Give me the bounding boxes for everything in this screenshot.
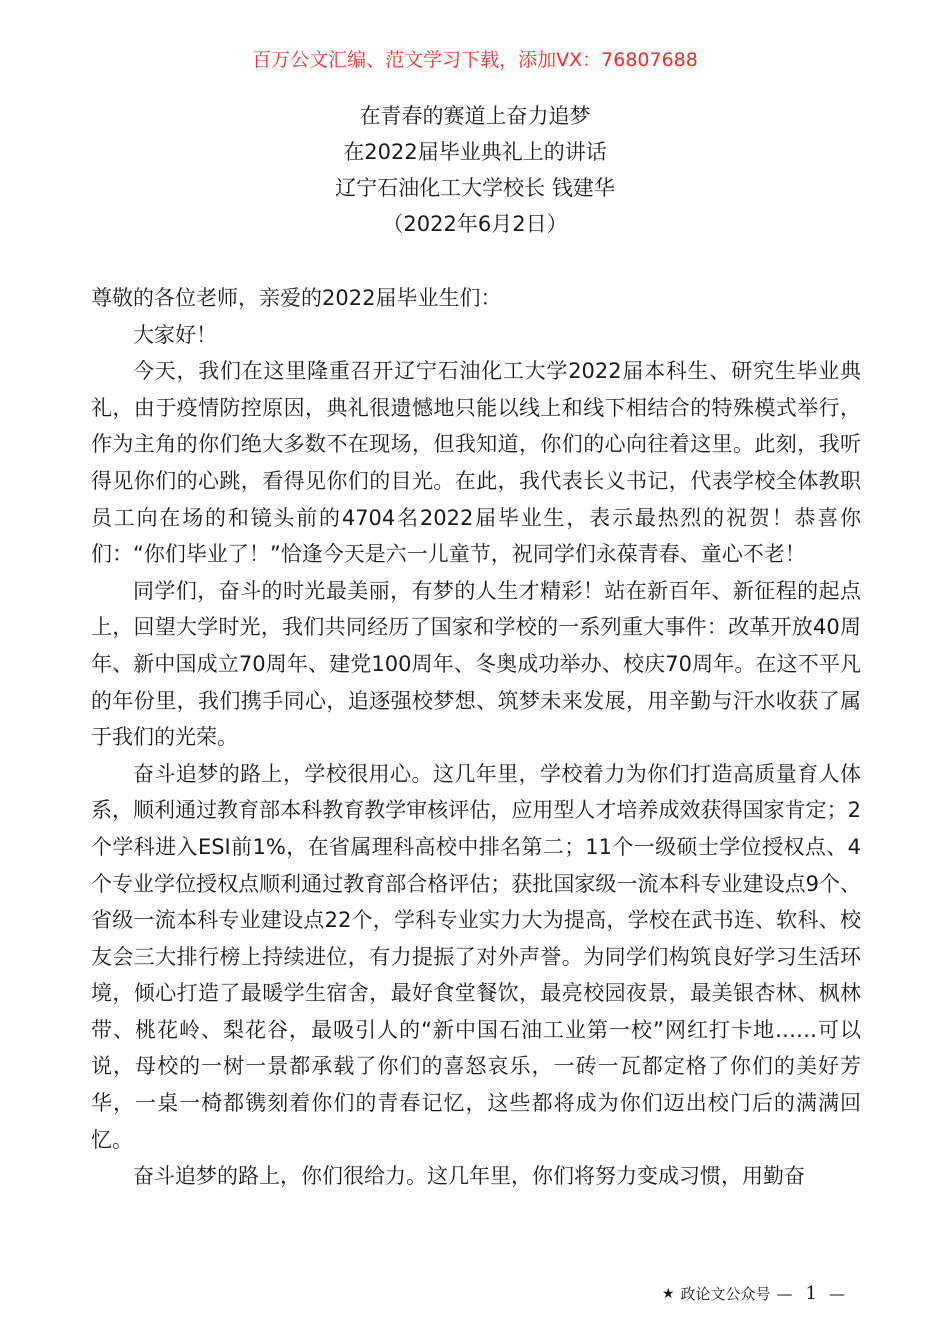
document-heading	[0, 98, 950, 242]
document-subtitle: 在2022届毕业典礼上的讲话	[343, 140, 607, 164]
document-title: 在青春的赛道上奋力追梦	[359, 104, 591, 128]
speech-date: （2022年6月2日）	[382, 212, 568, 236]
paragraph: 奋斗追梦的路上，你们很给力。这几年里，你们将努力变成习惯，用勤奋	[133, 1164, 805, 1189]
paragraph: 同学们，奋斗的时光最美丽，有梦的人生才精彩！站在新百年、新征程的起点上，回望大学时光，我们共同经历了国家和学校的一系列重大事件：改革开放40周年、新中国成立70周年、建党100周年、冬奥成功举办、校庆70周年。在这不平凡的年份里，我们携手同心，追逐强校梦想、筑梦未来发展，用辛勤与汗水收获了属于我们的光荣。	[91, 578, 861, 750]
paragraph-greeting: 大家好！	[133, 322, 217, 347]
star-icon: ★	[661, 1286, 675, 1302]
page-number: 1	[805, 1283, 817, 1304]
paragraph: 今天，我们在这里隆重召开辽宁石油化工大学2022届本科生、研究生毕业典礼，由于疫情防控原因，典礼很遗憾地只能以线上和线下相结合的特殊模式举行，作为主角的你们绝大多数不在现场，但我知道，你们的心向往着这里。此刻，我听得见你们的心跳，看得见你们的目光。在此，我代表长义书记，代表学校全体教职员工向在场的和镜头前的4704名2022届毕业生，表示最热烈的祝贺！恭喜你们：“你们毕业了！”恰逢今天是六一儿童节，祝同学们永葆青春、童心不老！	[91, 359, 861, 567]
salutation: 尊敬的各位老师，亲爱的2022届毕业生们：	[91, 286, 502, 310]
speech-body	[91, 280, 861, 1195]
promo-banner: 百万公文汇编、范文学习下载，添加VX：76807688	[252, 49, 698, 71]
footer-dash-right: —	[829, 1284, 846, 1303]
page-footer	[662, 1282, 846, 1306]
footer-label: 政论文公众号	[680, 1285, 771, 1303]
speaker-line: 辽宁石油化工大学校长 钱建华	[335, 176, 615, 200]
footer-dash-left: —	[776, 1284, 794, 1303]
paragraph: 奋斗追梦的路上，学校很用心。这几年里，学校着力为你们打造高质量育人体系，顺利通过教育部本科教育教学审核评估，应用型人才培养成效获得国家肯定；2个学科进入ESI前1%，在省属理科高校中排名第二；11个一级硕士学位授权点、4个专业学位授权点顺利通过教育部合格评估；获批国家级一流本科专业建设点9个、省级一流本科专业建设点22个，学科专业实力大为提高，学校在武书连、软科、校友会三大排行榜上持续进位，有力提振了对外声誉。为同学们构筑良好学习生活环境，倾心打造了最暖学生宿舍，最好食堂餐饮，最亮校园夜景，最美银杏林、枫林带、桃花岭、梨花谷，最吸引人的“新中国石油工业第一校”网红打卡地……可以说，母校的一树一景都承载了你们的喜怒哀乐，一砖一瓦都定格了你们的美好芳华，一桌一椅都镌刻着你们的青春记忆，这些都将成为你们迈出校门后的满满回忆。	[91, 761, 861, 1152]
